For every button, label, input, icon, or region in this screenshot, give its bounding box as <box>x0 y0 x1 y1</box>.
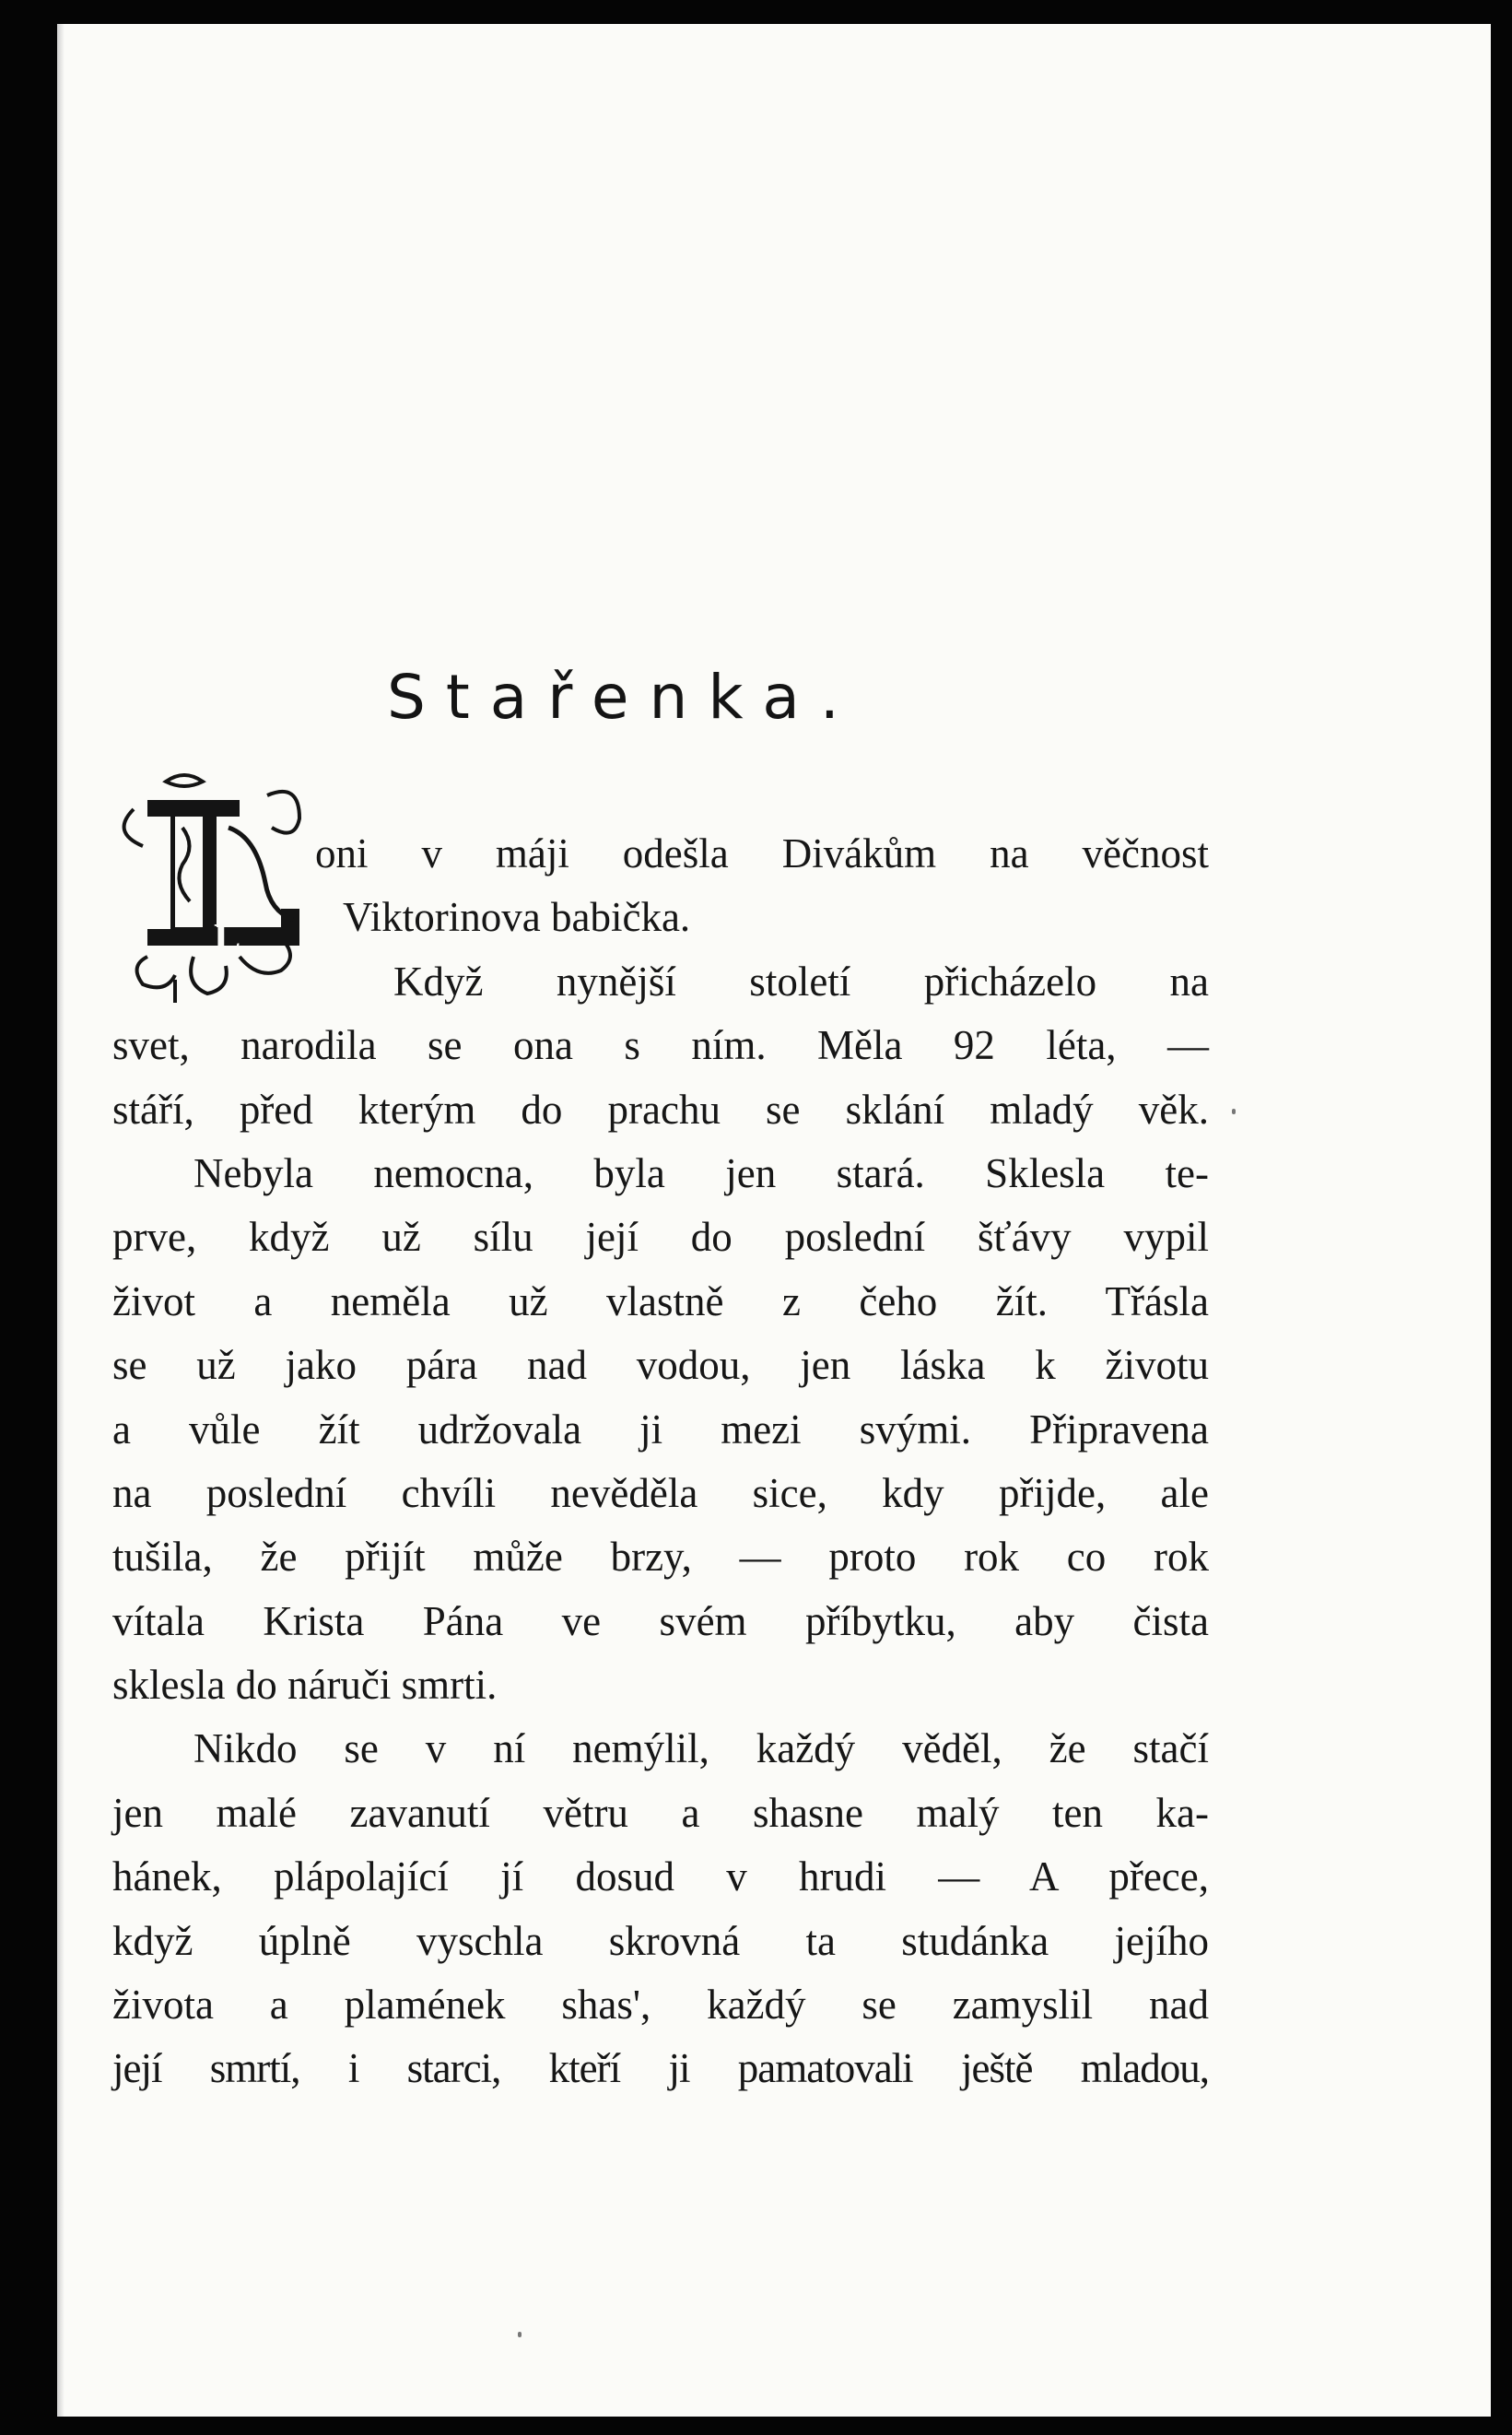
text-line: když úplně vyschla skrovná ta studánka jejího <box>112 1917 1209 1964</box>
text-line: hánek, plápolající jí dosud v hrudi — A přece, <box>112 1853 1209 1900</box>
text-line: svet, narodila se ona s ním. Měla 92 léta, — <box>112 1022 1209 1069</box>
text-line: prve, když už sílu její do poslední šťávy vypil <box>112 1214 1209 1261</box>
body-text <box>112 822 1209 2101</box>
text-line: života a plamének shas', každý se zamyslil nad <box>112 1982 1209 2029</box>
text-line: život a neměla už vlastně z čeho žít. Třásla <box>112 1277 1209 1324</box>
page-edge <box>57 24 64 2417</box>
dropcap-letter: L <box>214 915 241 960</box>
speck <box>1232 1109 1236 1114</box>
text-line: její smrtí, i starci, kteří ji pamatovali ještě mladou, <box>112 2045 1209 2092</box>
text-line: Když nynější století přicházelo na <box>393 958 1209 1005</box>
text-line: na poslední chvíli nevěděla sice, kdy přijde, ale <box>112 1469 1209 1516</box>
text-line: vítala Krista Pána ve svém příbytku, aby čista <box>112 1597 1209 1644</box>
text-line: a vůle žít udržovala ji mezi svými. Připravena <box>112 1406 1209 1453</box>
text-line: stáří, před kterým do prachu se sklání mladý věk. <box>112 1086 1209 1133</box>
text-line: Nebyla nemocna, byla jen stará. Sklesla te- <box>193 1149 1209 1196</box>
chapter-title: Stařenka. <box>387 662 860 733</box>
text-line: Viktorinova babička. <box>343 894 691 941</box>
text-line: sklesla do náruči smrti. <box>112 1662 498 1709</box>
text-line: Nikdo se v ní nemýlil, každý věděl, že stačí <box>193 1725 1209 1772</box>
speck <box>518 2332 522 2337</box>
text-line: oni v máji odešla Divákům na věčnost <box>315 830 1209 876</box>
text-line: se už jako pára nad vodou, jen láska k životu <box>112 1342 1209 1389</box>
text-line: tušila, že přijít může brzy, — proto rok co rok <box>112 1534 1209 1581</box>
text-line: jen malé zavanutí větru a shasne malý ten ka- <box>112 1789 1209 1836</box>
